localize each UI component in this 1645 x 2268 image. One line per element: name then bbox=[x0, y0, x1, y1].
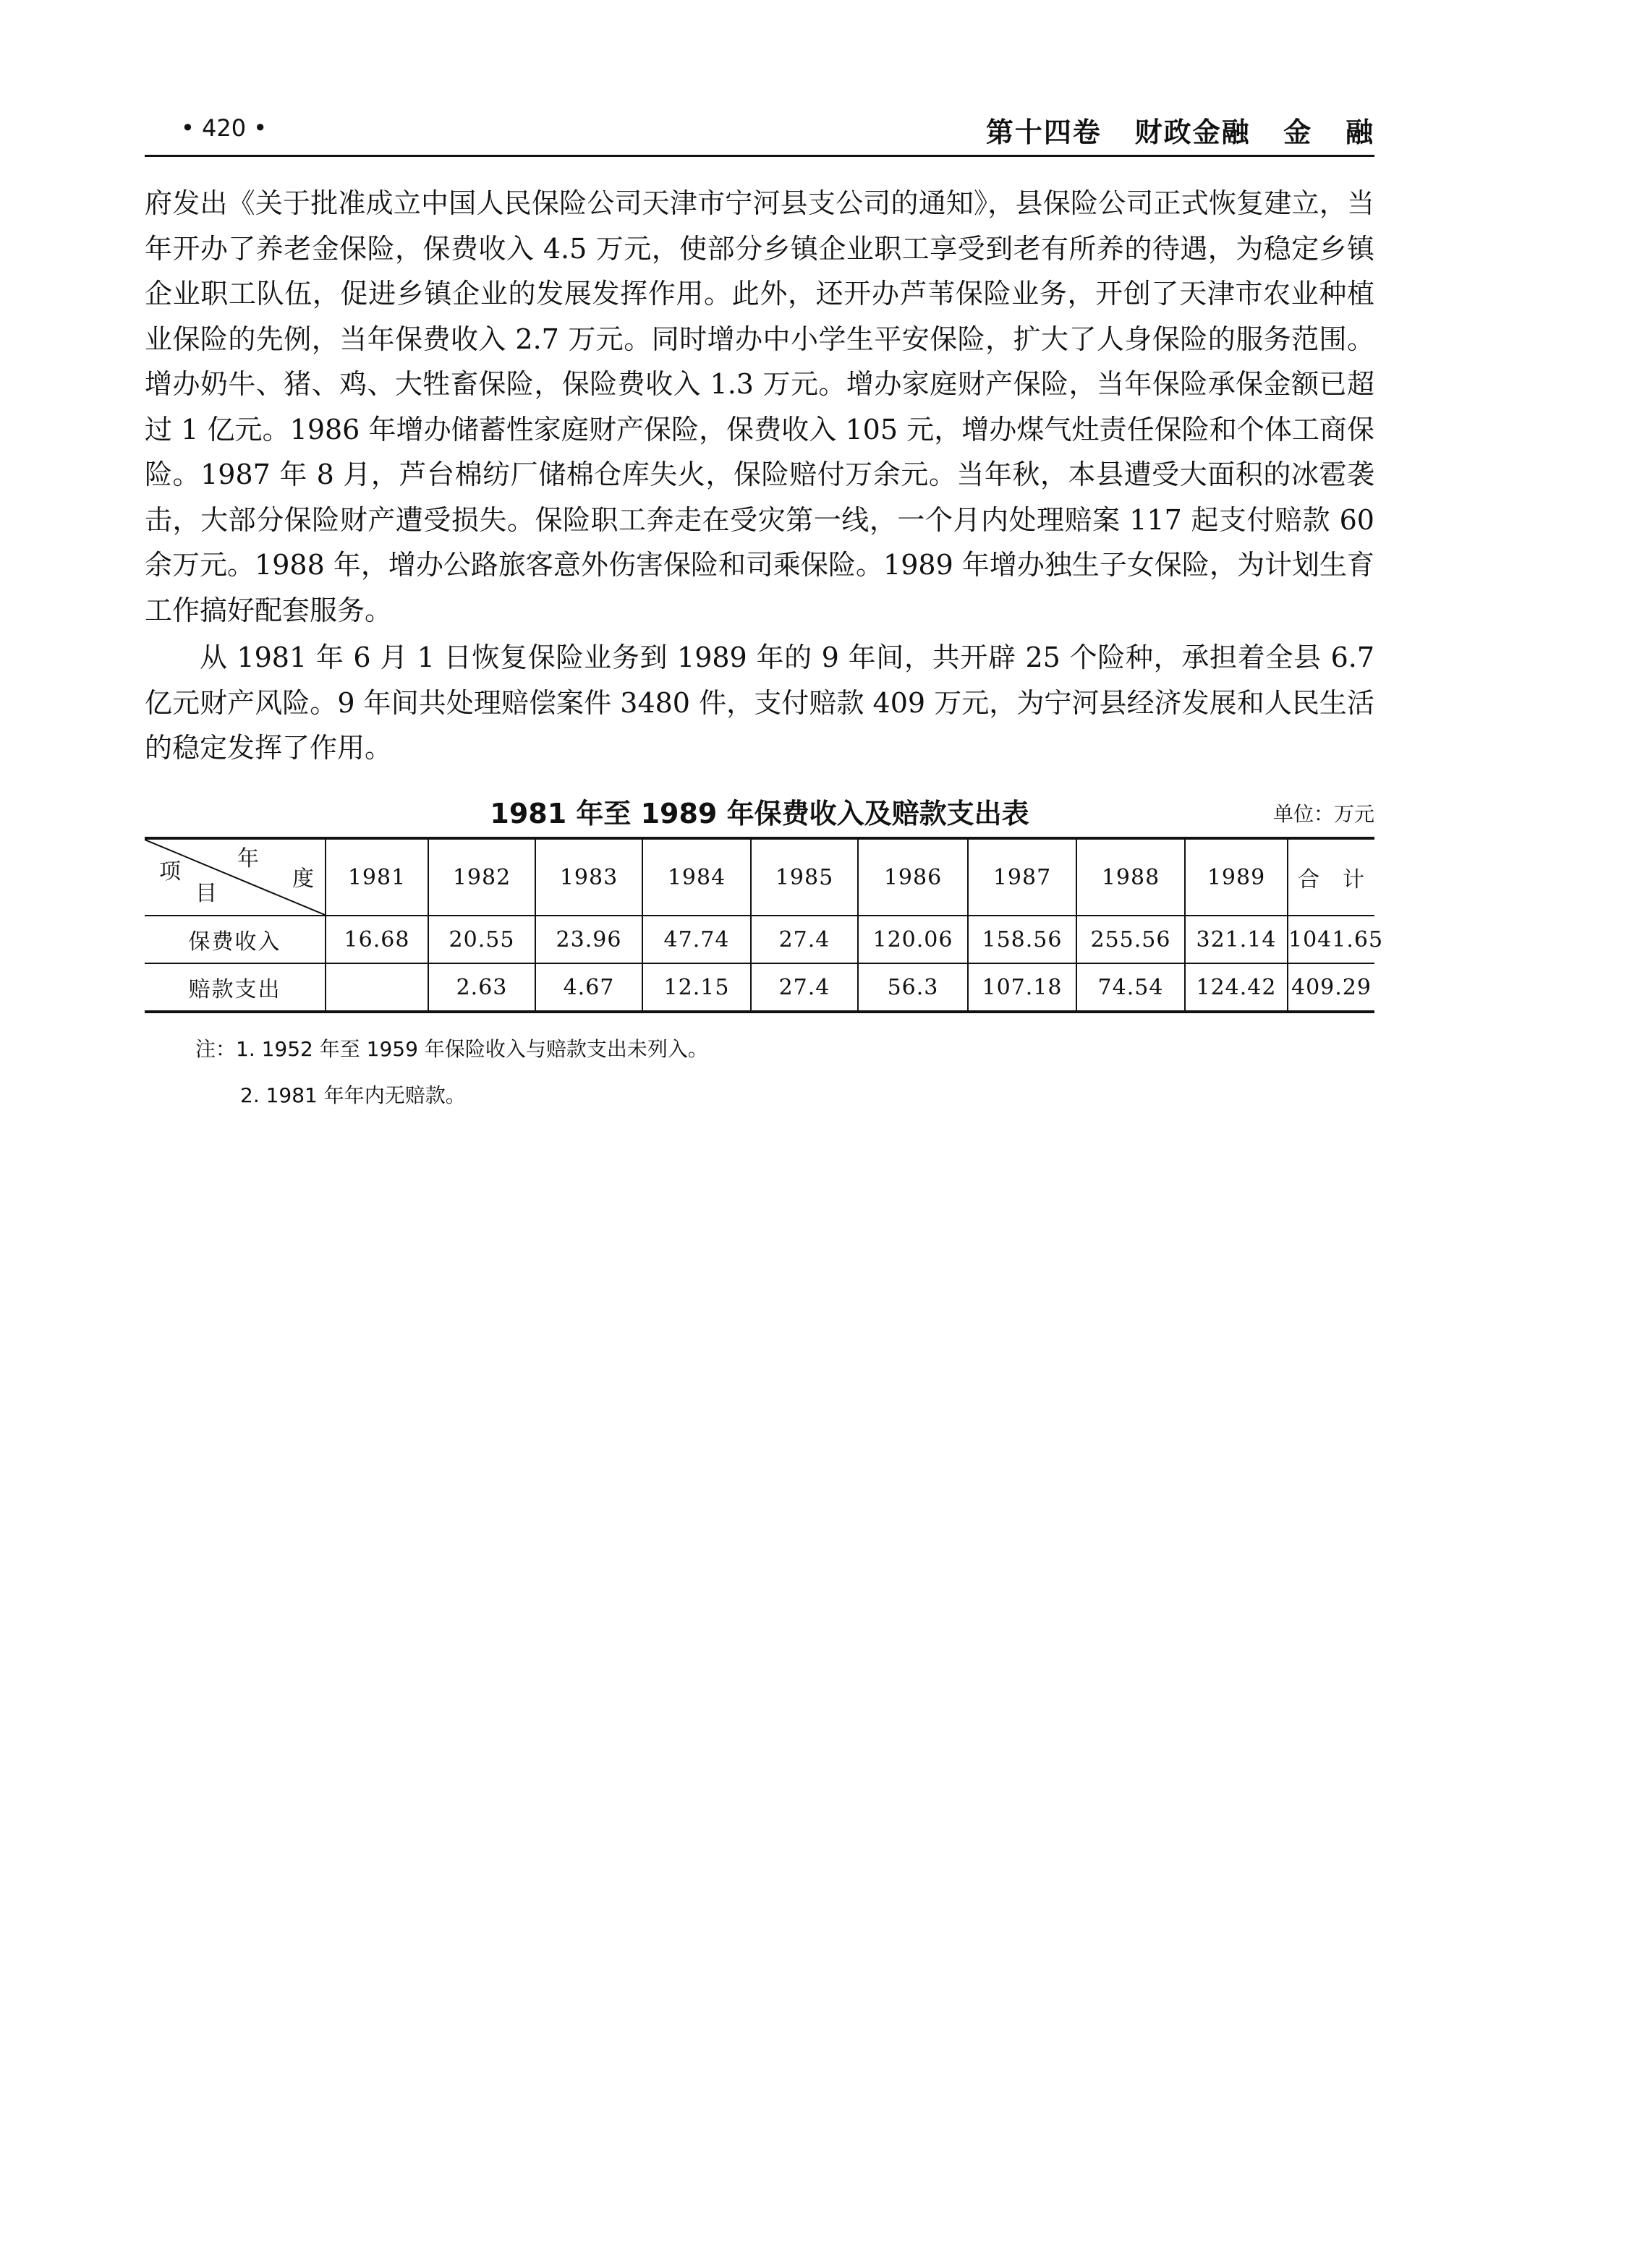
table-cell-total: 1041.65 bbox=[1288, 916, 1374, 963]
corner-label-year-a: 年 bbox=[237, 846, 260, 871]
note-1: 注：1. 1952 年至 1959 年保险收入与赔款支出未列入。 bbox=[195, 1037, 708, 1061]
table-header-row bbox=[145, 838, 1374, 916]
year-header: 1983 bbox=[535, 838, 642, 916]
corner-label-year-b: 度 bbox=[292, 866, 315, 892]
table-notes bbox=[195, 1034, 1280, 1111]
year-header: 1985 bbox=[751, 838, 858, 916]
table-cell: 321.14 bbox=[1185, 916, 1288, 963]
corner-label-item-a: 项 bbox=[159, 859, 182, 884]
table-cell: 124.42 bbox=[1185, 963, 1288, 1012]
table-cell bbox=[326, 963, 428, 1012]
year-header: 1984 bbox=[642, 838, 751, 916]
table-cell: 2.63 bbox=[428, 963, 535, 1012]
year-header: 1987 bbox=[968, 838, 1076, 916]
table-cell: 120.06 bbox=[858, 916, 968, 963]
note-2: 2. 1981 年年内无赔款。 bbox=[240, 1083, 466, 1107]
corner-label-item-b: 目 bbox=[195, 881, 218, 906]
table-cell: 47.74 bbox=[642, 916, 751, 963]
year-header: 1982 bbox=[428, 838, 535, 916]
table-cell: 56.3 bbox=[858, 963, 968, 1012]
page-header bbox=[145, 107, 1374, 150]
table-row-premium bbox=[145, 916, 1374, 963]
table-cell: 23.96 bbox=[535, 916, 642, 963]
table-cell: 255.56 bbox=[1076, 916, 1185, 963]
row-label: 赔款支出 bbox=[145, 963, 326, 1012]
table-cell: 158.56 bbox=[968, 916, 1076, 963]
table-cell: 20.55 bbox=[428, 916, 535, 963]
year-header: 1981 bbox=[326, 838, 428, 916]
table-cell: 16.68 bbox=[326, 916, 428, 963]
year-header: 1986 bbox=[858, 838, 968, 916]
total-header: 合 计 bbox=[1288, 838, 1374, 916]
running-head: 第十四卷 财政金融 金 融 bbox=[985, 116, 1374, 148]
page-number: • 420 • bbox=[181, 114, 268, 142]
table-title: 1981 年至 1989 年保费收入及赔款支出表 bbox=[490, 798, 1029, 830]
table-unit: 单位：万元 bbox=[1272, 802, 1374, 826]
table-cell-total: 409.29 bbox=[1288, 963, 1374, 1012]
table-corner-cell bbox=[145, 838, 326, 916]
table-cell: 74.54 bbox=[1076, 963, 1185, 1012]
table-row-claims bbox=[145, 963, 1374, 1012]
table-cell: 27.4 bbox=[751, 963, 858, 1012]
year-header: 1989 bbox=[1185, 838, 1288, 916]
header-rule bbox=[145, 155, 1374, 157]
table-cell: 107.18 bbox=[968, 963, 1076, 1012]
row-label: 保费收入 bbox=[145, 916, 326, 963]
premium-claims-table bbox=[145, 837, 1384, 1013]
table-cell: 27.4 bbox=[751, 916, 858, 963]
body-paragraph-2: 从 1981 年 6 月 1 日恢复保险业务到 1989 年的 9 年间，共开辟 25 个险种，承担着全县 6.7 亿元财产风险。9 年间共处理赔偿案件 3480 件，支付赔款 409 万元，为宁河县经济发展和人民生活的稳定发挥了作用。 bbox=[145, 641, 1374, 764]
body-paragraph-1: 府发出《关于批准成立中国人民保险公司天津市宁河县支公司的通知》，县保险公司正式恢复建立，当年开办了养老金保险，保费收入 4.5 万元，使部分乡镇企业职工享受到老有所养的待遇，为稳定乡镇企业职工队伍，促进乡镇企业的发展发挥作用。此外，还开办芦苇保险业务，开创了天津市农业种植业保险的先例，当年保费收入 2.7 万元。同时增办中小学生平安保险，扩大了人身保险的服务范围。增办奶牛、猪、鸡、大牲畜保险，保险费收入 1.3 万元。增办家庭财产保险，当年保险承保金额已超过 1 亿元。1986 年增办储蓄性家庭财产保险，保费收入 105 元，增办煤气灶责任保险和个体工商保险。1987 年 8 月，芦台棉纺厂储棉仓库失火，保险赔付万余元。当年秋，本县遭受大面积的冰雹袭击，大部分保险财产遭受损失。保险职工奔走在受灾第一线，一个月内处理赔案 117 起支付赔款 60 余万元。1988 年，增办公路旅客意外伤害保险和司乘保险。1989 年增办独生子女保险，为计划生育工作搞好配套服务。 bbox=[145, 187, 1374, 626]
table-cell: 4.67 bbox=[535, 963, 642, 1012]
year-header: 1988 bbox=[1076, 838, 1185, 916]
body-text bbox=[145, 181, 1374, 771]
table-cell: 12.15 bbox=[642, 963, 751, 1012]
table-caption bbox=[145, 788, 1374, 830]
